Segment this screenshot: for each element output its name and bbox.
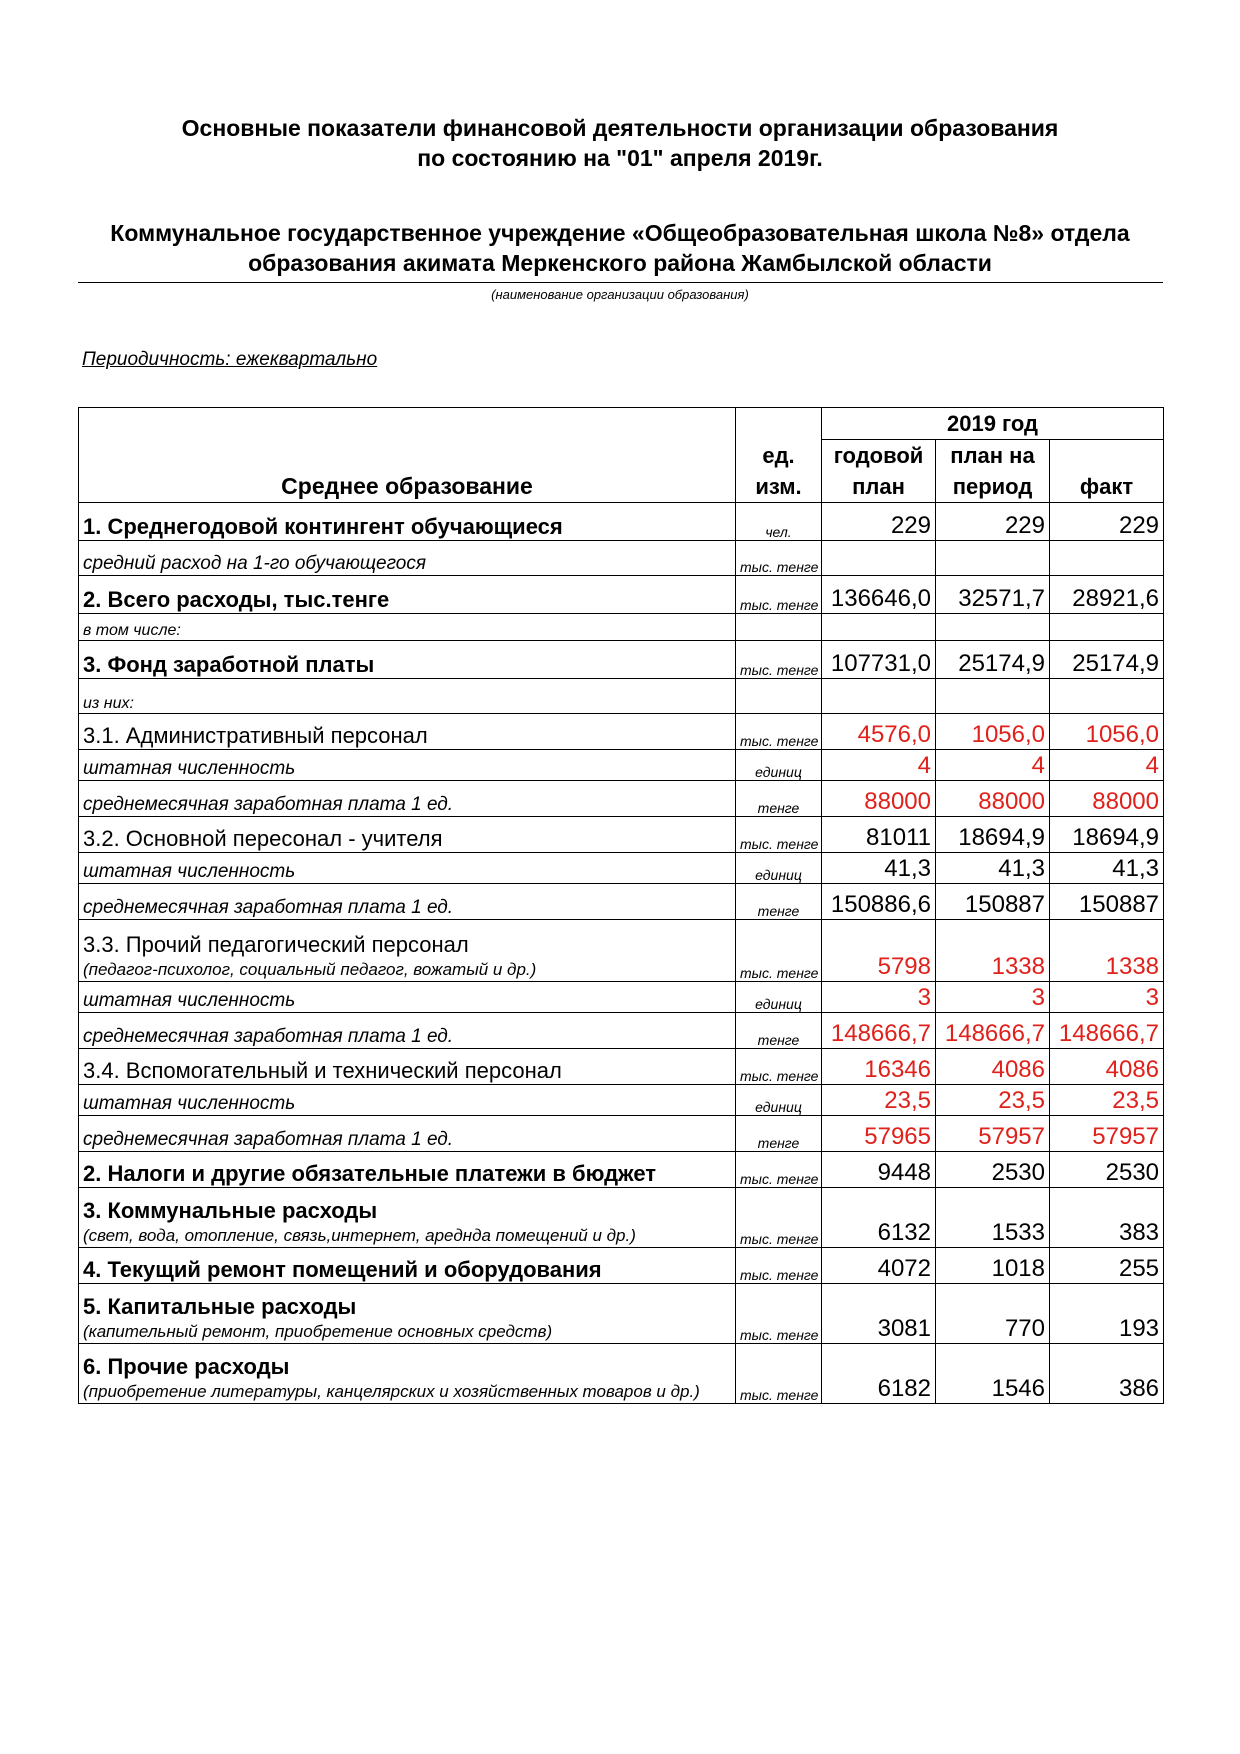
row-unit: тыс. тенге xyxy=(736,714,822,750)
table-row xyxy=(79,920,1164,982)
document-title-line-2: по состоянию на "01" апреля 2019г. xyxy=(417,145,823,171)
value-annual-plan: 57965 xyxy=(822,1116,936,1152)
row-label: 1. Среднегодовой контингент обучающиеся xyxy=(79,503,736,541)
value-actual: 2530 xyxy=(1050,1152,1164,1188)
value-period-plan: 1056,0 xyxy=(936,714,1050,750)
column-header-actual-line-1: факт xyxy=(1079,474,1134,499)
value-period-plan: 25174,9 xyxy=(936,641,1050,679)
row-label-note: (свет, вода, отопление, связь,интернет, ареднда помещений и др.) xyxy=(83,1226,636,1245)
row-unit: тыс. тенге xyxy=(736,541,822,576)
organization-name-line-2: образования акимата Меркенского района Жамбылской области xyxy=(248,250,992,276)
value-actual: 18694,9 xyxy=(1050,817,1164,853)
row-unit: тыс. тенге xyxy=(736,1344,822,1404)
value-annual-plan xyxy=(822,541,936,576)
value-actual: 41,3 xyxy=(1050,853,1164,884)
row-label-note: (капительный ремонт, приобретение основных средств) xyxy=(83,1322,553,1341)
table-row xyxy=(79,614,1164,641)
row-label: штатная численность xyxy=(79,982,736,1013)
row-label: среднемесячная заработная плата 1 ед. xyxy=(79,781,736,817)
value-period-plan: 4086 xyxy=(936,1049,1050,1085)
value-annual-plan: 4072 xyxy=(822,1248,936,1284)
value-period-plan: 23,5 xyxy=(936,1085,1050,1116)
row-label: средний расход на 1-го обучающегося xyxy=(79,541,736,576)
unit-header xyxy=(736,408,822,503)
value-actual: 383 xyxy=(1050,1188,1164,1248)
value-annual-plan: 4 xyxy=(822,750,936,781)
value-period-plan: 57957 xyxy=(936,1116,1050,1152)
table-row xyxy=(79,1188,1164,1248)
row-unit: тенге xyxy=(736,1116,822,1152)
row-label: 2. Всего расходы, тыс.тенге xyxy=(79,576,736,614)
row-unit: тенге xyxy=(736,884,822,920)
value-period-plan: 2530 xyxy=(936,1152,1050,1188)
value-actual xyxy=(1050,614,1164,641)
row-unit xyxy=(736,679,822,714)
unit-header-line-2: изм. xyxy=(755,474,802,499)
unit-header-line-1: ед. xyxy=(762,443,795,468)
row-label-main: 5. Капитальные расходы xyxy=(83,1294,357,1319)
table-row xyxy=(79,750,1164,781)
row-label: 2. Налоги и другие обязательные платежи в бюджет xyxy=(79,1152,736,1188)
value-annual-plan xyxy=(822,614,936,641)
value-actual: 3 xyxy=(1050,982,1164,1013)
value-annual-plan: 9448 xyxy=(822,1152,936,1188)
value-annual-plan: 23,5 xyxy=(822,1085,936,1116)
value-actual: 148666,7 xyxy=(1050,1013,1164,1049)
row-unit: единиц xyxy=(736,1085,822,1116)
document-title xyxy=(0,113,1240,173)
row-label: в том числе: xyxy=(79,614,736,641)
row-label: штатная численность xyxy=(79,750,736,781)
row-unit: тыс. тенге xyxy=(736,576,822,614)
table-row xyxy=(79,1085,1164,1116)
row-unit: тыс. тенге xyxy=(736,641,822,679)
table-row xyxy=(79,541,1164,576)
value-period-plan: 18694,9 xyxy=(936,817,1050,853)
value-period-plan: 150887 xyxy=(936,884,1050,920)
section-header: Среднее образование xyxy=(79,408,736,503)
row-label: штатная численность xyxy=(79,853,736,884)
organization-name xyxy=(0,218,1240,278)
row-label xyxy=(79,1188,736,1248)
table-row xyxy=(79,817,1164,853)
value-annual-plan: 41,3 xyxy=(822,853,936,884)
value-annual-plan: 229 xyxy=(822,503,936,541)
row-unit: единиц xyxy=(736,982,822,1013)
periodicity-label: Периодичность: ежеквартально xyxy=(82,349,378,370)
value-actual xyxy=(1050,679,1164,714)
organization-caption: (наименование организации образования) xyxy=(491,287,749,302)
row-unit: тыс. тенге xyxy=(736,817,822,853)
table-row xyxy=(79,714,1164,750)
row-label-main: 3. Коммунальные расходы xyxy=(83,1198,378,1223)
row-label-note: (приобретение литературы, канцелярских и хозяйственных товаров и др.) xyxy=(83,1382,700,1401)
table-row xyxy=(79,781,1164,817)
value-annual-plan: 6132 xyxy=(822,1188,936,1248)
value-annual-plan: 81011 xyxy=(822,817,936,853)
value-annual-plan xyxy=(822,679,936,714)
value-period-plan: 1338 xyxy=(936,920,1050,982)
table-row xyxy=(79,1152,1164,1188)
row-label: 3.1. Административный персонал xyxy=(79,714,736,750)
row-unit: тыс. тенге xyxy=(736,1152,822,1188)
value-actual: 229 xyxy=(1050,503,1164,541)
column-header-actual xyxy=(1050,440,1164,503)
table-row xyxy=(79,1013,1164,1049)
value-actual: 1056,0 xyxy=(1050,714,1164,750)
value-actual: 255 xyxy=(1050,1248,1164,1284)
value-actual: 1338 xyxy=(1050,920,1164,982)
row-label-note: (педагог-психолог, социальный педагог, вожатый и др.) xyxy=(83,960,537,979)
row-label: 4. Текущий ремонт помещений и оборудования xyxy=(79,1248,736,1284)
value-period-plan: 1546 xyxy=(936,1344,1050,1404)
row-unit: тыс. тенге xyxy=(736,1248,822,1284)
row-unit xyxy=(736,614,822,641)
value-actual: 57957 xyxy=(1050,1116,1164,1152)
table-row xyxy=(79,1344,1164,1404)
row-label xyxy=(79,920,736,982)
value-period-plan: 770 xyxy=(936,1284,1050,1344)
table-row xyxy=(79,884,1164,920)
row-unit: тыс. тенге xyxy=(736,1188,822,1248)
value-actual: 193 xyxy=(1050,1284,1164,1344)
value-annual-plan: 150886,6 xyxy=(822,884,936,920)
value-period-plan: 148666,7 xyxy=(936,1013,1050,1049)
value-period-plan: 32571,7 xyxy=(936,576,1050,614)
column-header-annual-plan-line-2: план xyxy=(852,474,905,499)
value-period-plan: 4 xyxy=(936,750,1050,781)
value-actual: 4 xyxy=(1050,750,1164,781)
row-label: 3.2. Основной пересонал - учителя xyxy=(79,817,736,853)
row-unit: тыс. тенге xyxy=(736,1284,822,1344)
year-header: 2019 год xyxy=(822,408,1164,440)
table-row xyxy=(79,576,1164,614)
organization-underline xyxy=(78,282,1163,283)
row-unit: единиц xyxy=(736,853,822,884)
row-label: 3.4. Вспомогательный и технический персонал xyxy=(79,1049,736,1085)
row-label: среднемесячная заработная плата 1 ед. xyxy=(79,1013,736,1049)
value-actual: 386 xyxy=(1050,1344,1164,1404)
table-header-row-1 xyxy=(79,408,1164,440)
table-row xyxy=(79,641,1164,679)
financial-indicators-table xyxy=(78,407,1164,1404)
value-annual-plan: 136646,0 xyxy=(822,576,936,614)
row-label xyxy=(79,1344,736,1404)
value-period-plan xyxy=(936,679,1050,714)
row-label: 3. Фонд заработной платы xyxy=(79,641,736,679)
row-label-main: 3.3. Прочий педагогический персонал xyxy=(83,932,469,957)
row-unit: чел. xyxy=(736,503,822,541)
row-unit: тыс. тенге xyxy=(736,1049,822,1085)
table-row xyxy=(79,503,1164,541)
value-period-plan: 88000 xyxy=(936,781,1050,817)
document-title-line-1: Основные показатели финансовой деятельности организации образования xyxy=(181,115,1059,141)
value-actual: 23,5 xyxy=(1050,1085,1164,1116)
value-actual: 28921,6 xyxy=(1050,576,1164,614)
value-annual-plan: 88000 xyxy=(822,781,936,817)
row-label: штатная численность xyxy=(79,1085,736,1116)
column-header-period-plan-line-1: план на xyxy=(950,443,1035,468)
row-label-main: 6. Прочие расходы xyxy=(83,1354,290,1379)
table-row xyxy=(79,982,1164,1013)
value-annual-plan: 6182 xyxy=(822,1344,936,1404)
value-period-plan: 41,3 xyxy=(936,853,1050,884)
value-period-plan: 1533 xyxy=(936,1188,1050,1248)
value-period-plan xyxy=(936,541,1050,576)
organization-name-line-1: Коммунальное государственное учреждение «Общеобразовательная школа №8» отдела xyxy=(110,220,1130,246)
row-label xyxy=(79,1284,736,1344)
row-unit: тыс. тенге xyxy=(736,920,822,982)
value-annual-plan: 5798 xyxy=(822,920,936,982)
value-actual: 88000 xyxy=(1050,781,1164,817)
value-period-plan xyxy=(936,614,1050,641)
value-actual: 4086 xyxy=(1050,1049,1164,1085)
value-annual-plan: 3081 xyxy=(822,1284,936,1344)
table-row xyxy=(79,1116,1164,1152)
value-period-plan: 3 xyxy=(936,982,1050,1013)
row-unit: тенге xyxy=(736,1013,822,1049)
value-annual-plan: 4576,0 xyxy=(822,714,936,750)
value-annual-plan: 148666,7 xyxy=(822,1013,936,1049)
table-row xyxy=(79,679,1164,714)
value-actual: 25174,9 xyxy=(1050,641,1164,679)
row-label: из них: xyxy=(79,679,736,714)
table-row xyxy=(79,853,1164,884)
row-label: среднемесячная заработная плата 1 ед. xyxy=(79,884,736,920)
value-annual-plan: 16346 xyxy=(822,1049,936,1085)
value-annual-plan: 3 xyxy=(822,982,936,1013)
row-label: среднемесячная заработная плата 1 ед. xyxy=(79,1116,736,1152)
value-annual-plan: 107731,0 xyxy=(822,641,936,679)
row-unit: тенге xyxy=(736,781,822,817)
column-header-annual-plan xyxy=(822,440,936,503)
column-header-annual-plan-line-1: годовой xyxy=(833,443,924,468)
value-period-plan: 229 xyxy=(936,503,1050,541)
column-header-period-plan-line-2: период xyxy=(952,474,1033,499)
row-unit: единиц xyxy=(736,750,822,781)
table-row xyxy=(79,1284,1164,1344)
table-row xyxy=(79,1248,1164,1284)
table-row xyxy=(79,1049,1164,1085)
value-period-plan: 1018 xyxy=(936,1248,1050,1284)
value-actual xyxy=(1050,541,1164,576)
column-header-period-plan xyxy=(936,440,1050,503)
value-actual: 150887 xyxy=(1050,884,1164,920)
